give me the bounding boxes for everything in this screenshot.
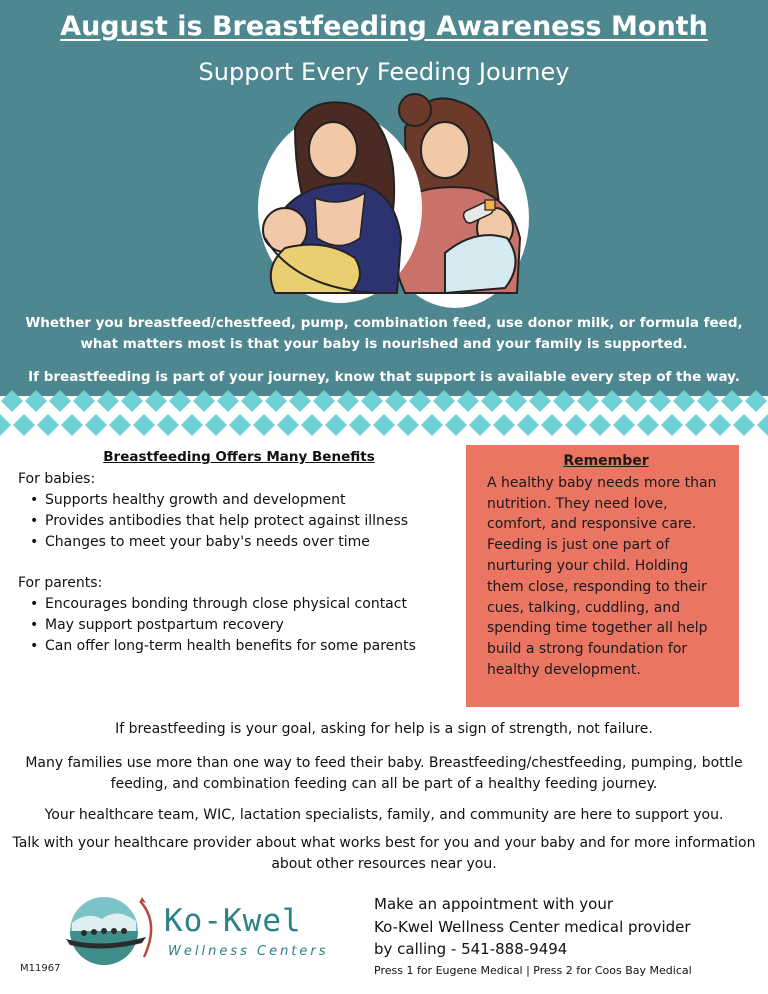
mother-breastfeeding-illustration xyxy=(258,102,422,303)
appointment-phone: by calling - 541-888-9494 xyxy=(374,940,568,958)
logo-wordmark: Ko-Kwel xyxy=(164,903,302,939)
document-code: M11967 xyxy=(20,963,61,974)
list-item: • Provides antibodies that help protect against illness xyxy=(28,511,450,532)
list-item: • Can offer long-term health benefits for some parents xyxy=(28,636,450,657)
phone-menu-options: Press 1 for Eugene Medical | Press 2 for Coos Bay Medical xyxy=(374,963,692,977)
list-item: • May support postpartum recovery xyxy=(28,615,450,636)
list-item: • Supports healthy growth and development xyxy=(28,490,450,511)
closing-line-support: Your healthcare team, WIC, lactation specialists, family, and community are here to support you. xyxy=(44,807,724,823)
parents-label: For parents: xyxy=(18,575,103,591)
list-item: • Encourages bonding through close physical contact xyxy=(28,594,450,615)
appointment-line-2: Ko-Kwel Wellness Center medical provider xyxy=(374,917,691,936)
feeding-mothers-illustration xyxy=(255,88,535,310)
benefits-heading: Breastfeeding Offers Many Benefits xyxy=(103,449,375,465)
closing-line-feeding-options: Many families use more than one way to feed their baby. Breastfeeding/chestfeeding, pumping, bottle feeding, and combination feeding can all be part of a healthy feeding journey. xyxy=(25,755,743,792)
closing-line-goal: If breastfeeding is your goal, asking for help is a sign of strength, not failure. xyxy=(115,721,653,737)
logo-subtitle: Wellness Centers xyxy=(168,944,329,959)
hero-banner xyxy=(0,0,768,390)
babies-label: For babies: xyxy=(18,471,96,487)
support-paragraph: If breastfeeding is part of your journey, know that support is available every step of the way. xyxy=(28,369,740,385)
appointment-info xyxy=(374,893,764,979)
appointment-line-1: Make an appointment with your xyxy=(374,895,614,913)
remember-heading: Remember xyxy=(563,453,649,469)
list-item: • Changes to meet your baby's needs over time xyxy=(28,532,450,553)
diamond-pattern-divider xyxy=(0,390,768,436)
remember-body: A healthy baby needs more than nutrition. They need love, comfort, and responsive care. Feeding is just one part of nurturing your child. Holding them close, responding to their cues, talking, cuddling, and spending time together all help build a strong foundation for healthy development. xyxy=(487,474,717,678)
babies-benefit-list xyxy=(28,490,450,553)
page-subtitle: Support Every Feeding Journey xyxy=(198,58,570,86)
closing-line-provider: Talk with your healthcare provider about what works best for you and your baby and for more information about other resources near you. xyxy=(12,835,756,872)
benefits-section xyxy=(18,447,450,657)
intro-paragraph: Whether you breastfeed/chestfeed, pump, combination feed, use donor milk, or formula feed, what matters most is that your baby is nourished and your family is supported. xyxy=(25,315,743,352)
page-title: August is Breastfeeding Awareness Month xyxy=(60,11,708,42)
remember-callout xyxy=(466,445,739,707)
parents-benefit-list xyxy=(28,594,450,657)
